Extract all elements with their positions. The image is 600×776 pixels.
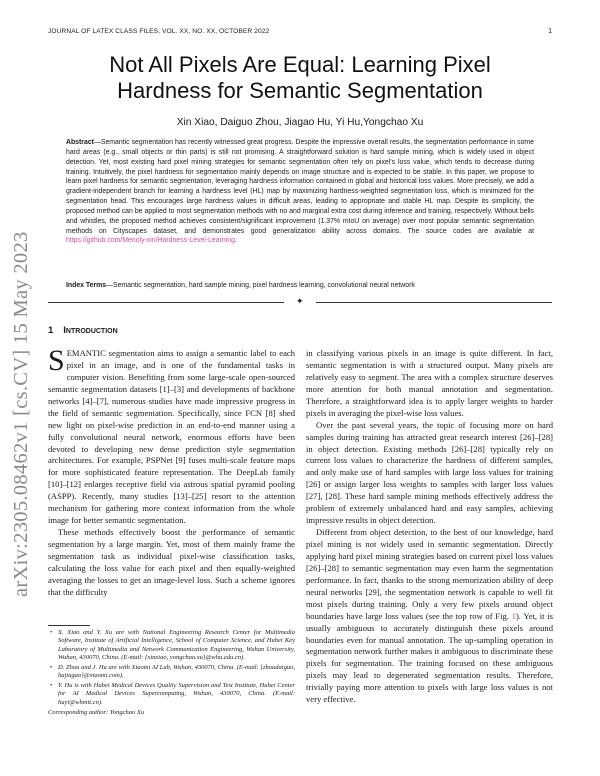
footnote-affiliation-1: • X. Xiao and Y. Xu are with National Engineering Research Center for Multimedia Software, Institute of Artificial Intelligence, School of Computer Science, and Hubei Key Laboratory of Multimedia and Network Communication Engineering, Wuhan University, Wuhan, 430070, China. (E-mail: {xinxiao, yongchao.xu}@whu.edu.cn).	[58, 629, 295, 663]
section-divider	[48, 297, 552, 307]
title-line-1: Not All Pixels Are Equal: Learning Pixel	[109, 52, 491, 77]
footnote-rule	[48, 625, 90, 626]
running-header: JOURNAL OF LATEX CLASS FILES, VOL. XX, NO. XX, OCTOBER 2022	[48, 28, 270, 35]
abstract-text: —Semantic segmentation has recently witnessed great progress. Despite the impressive overall results, the segmentation performance in some hard areas (e.g., small objects or thin parts) is still not promising. A straightforward solution is hard sample mining, which is widely used in object detection. Yet, most existing hard pixel mining strategies for semantic segmentation often rely on pixel's loss value, which tends to decrease during training. Intuitively, the pixel hardness for segmentation mainly depends on image structure and is expected to be stable. In this paper, we propose to learn pixel hardness for semantic segmentation, leveraging hardness information contained in global and historical loss values. More precisely, we add a gradient-independent branch for learning a hardness level (HL) map by maximizing hardness-weighted segmentation loss, which is minimized for the segmentation head. This encourages large hardness values in difficult areas, leading to appropriate and stable HL map. Despite its simplicity, the proposed method can be applied to most segmentation methods with no and marginal extra cost during inference and training, respectively. Without bells and whistles, the proposed method achieves consistent/significant improvement (1.37% mIoU on average) over most popular semantic segmentation methods on Cityscapes dataset, and demonstrates good generalization ability across domains. The source codes are available at	[66, 139, 534, 235]
divider-diamond-icon: ✦	[296, 297, 304, 307]
index-terms	[66, 281, 534, 291]
drop-cap: S	[48, 344, 65, 377]
abstract-end: .	[234, 237, 237, 245]
intro-paragraph-3: in classifying various pixels in an image is quite different. In fact, semantic segmentation is with a structured output. Many pixels are relatively easy to segment. The area with a complex structure deserves more attention for both manual annotation and segmentation. Therefore, a straightforward idea is to apply larger weights to harder pixels in averaging the pixel-wise loss values.	[306, 348, 553, 418]
intro-text-1: segmentation aims to assign a semantic label to each pixel in an image, and is one of the fundamental tasks in computer vision. Benefiting from some large-scale open-sourced semantic segmentation datasets [1]–[3] and developments of backbone networks [4]–[7], numerous studies have made impressive progress in the field of semantic segmentation. Specifically, since FCN [8] shed new light on pixel-wise prediction in an end-to-end manner using a fully convolutional neural network, enormous efforts have been devoted to developing new dense prediction style segmentation architectures. For example, PSPNet [9] fuses multi-scale feature maps for more sophisticated feature representation. The DeepLab family [10]–[12] enlarges receptive field via astrous spatial pyramid pooling (ASPP). Recently, many studies [13]–[25] resort to the attention mechanism for gathering more context information from the whole image for better semantic segmentation.	[48, 348, 295, 526]
index-terms-text: —Semantic segmentation, hard sample mining, pixel hardness learning, convolutional neural network	[106, 282, 415, 289]
intro-text-5b: ). Yet, it is usually ambiguous to accurately distinguish these pixels around boundaries even for manual annotation. The up-sampling operation in segmentation network further makes it ambiguous to discriminate these pixels for segmentation. The training focused on these ambiguous pixels may lead to degenerated segmentation results. Therefore, trivially paying more attention to pixels with large loss values is not very effective.	[306, 610, 553, 705]
abstract-label: Abstract	[66, 139, 94, 146]
intro-text-5a: Different from object detection, to the best of our knowledge, hard pixel mining is not widely used in semantic segmentation. Directly applying hard pixel mining strategies based on current pixel loss values [26]–[28] to semantic segmentation may even harm the segmentation performance. In fact, thanks to the strong memorization ability of deep neural networks [29], the segmentation network is capable to well fit most pixels during training. Only a very few pixels around object boundaries have large loss values (see the top row of Fig.	[306, 527, 553, 621]
intro-paragraph-4: Over the past several years, the topic of focusing more on hard samples during training has attracted great research interest [26]–[28] in object detection. Existing methods [26]–[28] typically rely on current loss values to characterize the hardness of different samples, and only make use of hard samples with large loss values for training [26] or assign larger loss weights to samples with larger loss values [27], [28]. These hard sample mining methods effectively address the problem of extremely unbalanced hard and easy samples, achieving impressive results in object detection.	[306, 419, 553, 526]
column-left	[48, 344, 295, 599]
divider-line-left	[48, 302, 284, 303]
corresponding-author: Corresponding author: Yongchao Xu	[48, 709, 145, 717]
author-list: Xin Xiao, Daiguo Zhou, Jiagao Hu, Yi Hu,Yongchao Xu	[176, 117, 424, 128]
intro-paragraph-1	[48, 344, 295, 527]
figure-reference-link[interactable]: 1	[511, 610, 516, 621]
intro-lead-word: EMANTIC	[66, 348, 106, 358]
page-number: 1	[548, 28, 552, 35]
index-terms-label: Index Terms	[66, 282, 107, 289]
arxiv-stamp: arXiv:2305.08462v1 [cs.CV] 15 May 2023	[10, 231, 32, 597]
abstract	[66, 138, 534, 246]
section-heading	[48, 325, 118, 336]
footnote-affiliation-3: • Y. Hu is with Hubei Medical Devices Quality Supervision and Test Institute, Hubei Center for AI Medical Devices Supercomputing, Wuhan, 430070, China. (E-mail: huyi@whmit.cn).	[58, 682, 295, 707]
section-number: 1	[48, 325, 54, 336]
section-title: Introduction	[63, 325, 118, 336]
source-code-link[interactable]: https://github.com/Menoly-xin/Hardness-Level-Learning	[66, 237, 235, 245]
intro-paragraph-5	[306, 527, 553, 706]
intro-paragraph-2: These methods effectively boost the performance of semantic segmentation by a large margin. Yet, most of them mainly frame the segmentation task as individual pixel-wise classification tasks, calculating the loss value for each pixel and then equally-weighted averaging the losses to get an image-level loss. Such a scheme ignores that the difficulty	[48, 527, 295, 597]
paper-title	[48, 52, 552, 104]
divider-line-right	[316, 302, 552, 303]
column-right	[306, 348, 553, 706]
title-line-2: Hardness for Semantic Segmentation	[117, 78, 483, 103]
footnotes	[48, 629, 295, 718]
footnote-affiliation-2: • D. Zhou and J. Hu are with Xiaomi AI Lab, Wuhan, 430070, China. (E-mail: {zhoudaiguo, hujiagao}@xiaomi.com).	[58, 664, 295, 681]
